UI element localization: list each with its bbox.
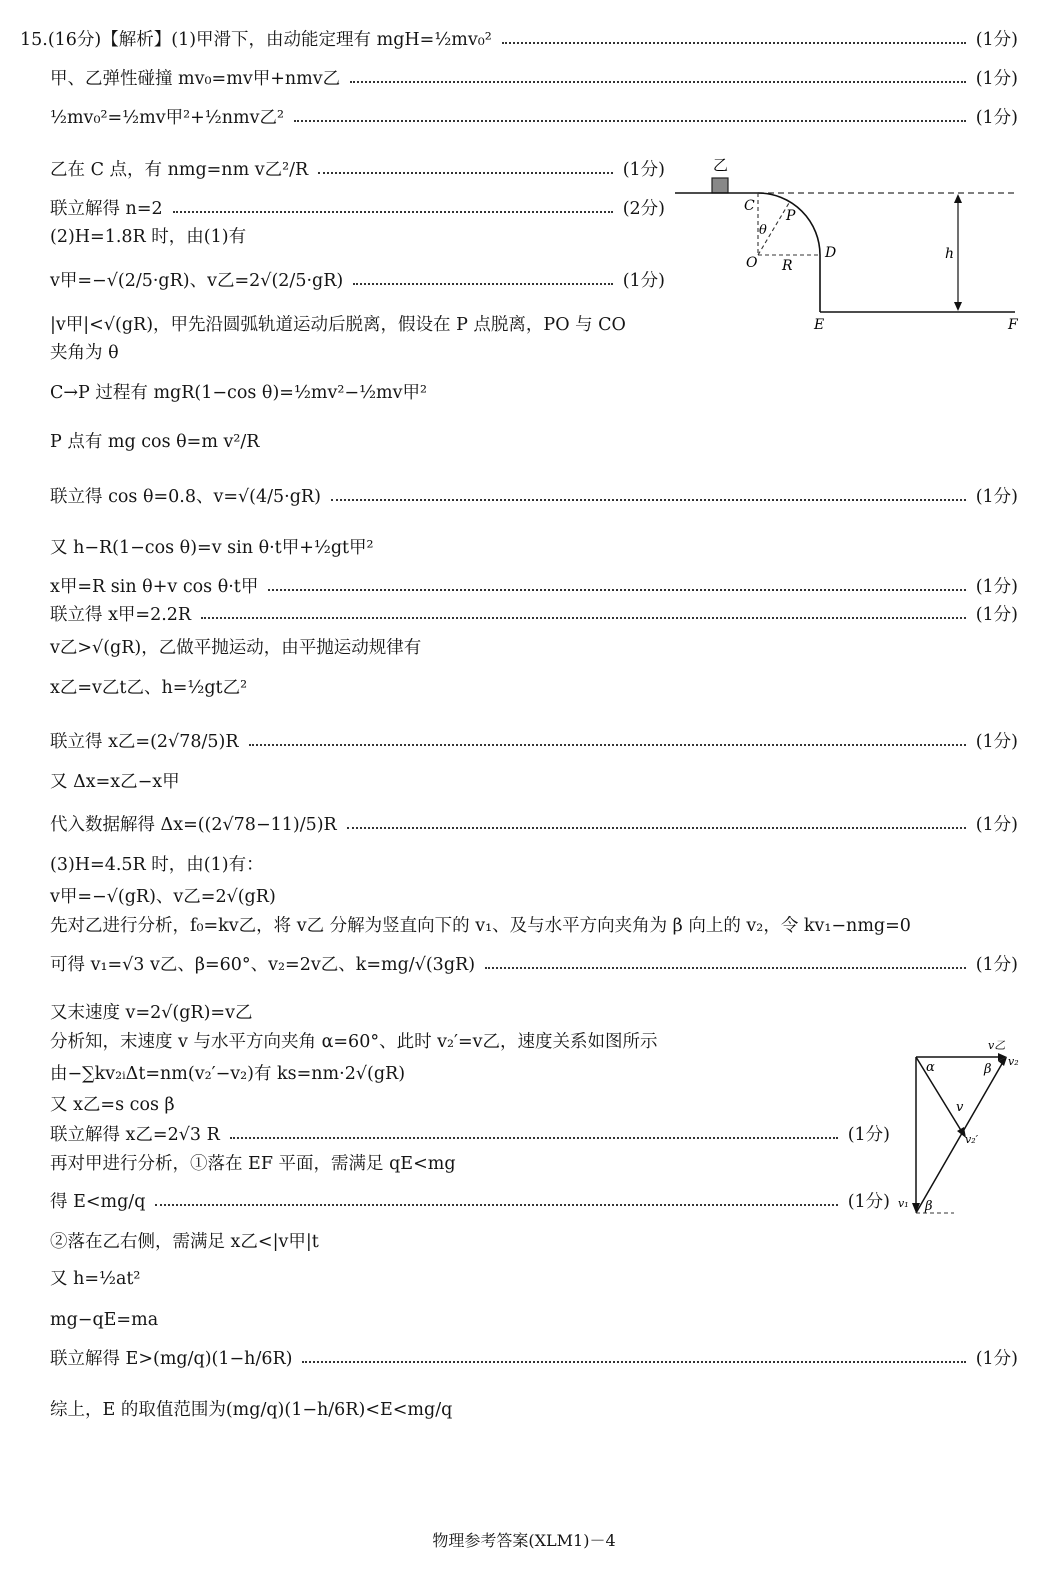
answer-line-14: [50, 575, 1018, 599]
line-text: 再对甲进行分析，①落在 EF 平面，需满足 qE<mg: [50, 1154, 456, 1174]
track-diagram: [670, 150, 1025, 340]
answer-line-32: [50, 1230, 319, 1254]
score: (1分): [975, 815, 1018, 835]
score: (2分): [622, 199, 665, 219]
v2-arrow: [916, 1062, 1003, 1213]
label-v-yi: v乙: [988, 1039, 1006, 1052]
label-v1: v₁: [898, 1197, 909, 1210]
line-text: 又 h−R(1−cos θ)=v sin θ·t甲+½gt甲²: [50, 538, 374, 558]
answer-line-3: [50, 106, 1018, 130]
answer-line-15: [50, 603, 1018, 627]
answer-line-18: [50, 730, 1018, 754]
line-text: 分析知，末速度 v 与水平方向夹角 α=60°、此时 v₂′=v乙，速度关系如图所示: [50, 1032, 658, 1052]
dot-leader: [249, 744, 966, 746]
block-yi: [712, 178, 728, 193]
answer-line-30: [50, 1152, 456, 1176]
answer-line-6: [50, 225, 246, 249]
line-text: v甲=−√(2/5·gR)、v乙=2√(2/5·gR): [50, 271, 344, 291]
answer-line-25: [50, 1001, 252, 1025]
score: (1分): [975, 108, 1018, 128]
answer-line-10: [50, 381, 427, 405]
label-p: P: [786, 208, 796, 224]
line-text: x甲=R sin θ+v cos θ·t甲: [50, 577, 259, 597]
h-arrow-top: [954, 194, 962, 203]
answer-line-5: [50, 197, 665, 221]
line-text: 联立得 cos θ=0.8、v=√(4/5·gR): [50, 487, 321, 507]
line-text: 联立得 x乙=(2√78/5)R: [50, 732, 239, 752]
line-text: 代入数据解得 Δx=((2√78−11)/5)R: [50, 815, 337, 835]
line-text: 又末速度 v=2√(gR)=v乙: [50, 1003, 253, 1023]
answer-line-7: [50, 269, 665, 293]
answer-line-17: [50, 676, 247, 700]
answer-line-9: [50, 341, 119, 365]
answer-line-31: [50, 1190, 890, 1214]
label-v2-top: v₂: [1008, 1055, 1019, 1068]
line-text: v乙>√(gR)，乙做平抛运动，由平抛运动规律有: [50, 638, 422, 658]
dot-leader: [201, 617, 966, 619]
line-text: |v甲|<√(gR)，甲先沿圆弧轨道运动后脱离，假设在 P 点脱离，PO 与 CO: [50, 315, 626, 335]
line-text: 先对乙进行分析，f₀=kv乙，将 v乙 分解为竖直向下的 v₁、及与水平方向夹角为 β 向上的 v₂，令 kv₁−nmg=0: [50, 916, 911, 936]
dot-leader: [331, 499, 966, 501]
answer-line-11: [50, 430, 259, 454]
score: (1分): [975, 577, 1018, 597]
score: (1分): [975, 69, 1018, 89]
label-c: C: [744, 198, 755, 214]
answer-line-20: [50, 813, 1018, 837]
answer-line-21: [50, 853, 264, 877]
score: (1分): [975, 30, 1018, 50]
dot-leader: [502, 42, 966, 44]
dot-leader: [350, 81, 966, 83]
answer-line-36: [50, 1398, 452, 1422]
label-o: O: [746, 255, 758, 271]
line-text: 联立解得 E>(mg/q)(1−h/6R): [50, 1349, 293, 1369]
answer-line-24: [50, 953, 1018, 977]
line-text: (3)H=4.5R 时，由(1)有：: [50, 855, 264, 875]
answer-line-4: [50, 158, 665, 182]
label-f: F: [1008, 317, 1018, 333]
label-d: D: [825, 245, 837, 261]
line-text: ②落在乙右侧，需满足 x乙<|v甲|t: [50, 1232, 319, 1252]
score: (1分): [975, 732, 1018, 752]
line-text: 联立解得 n=2: [50, 199, 163, 219]
score: (1分): [622, 160, 665, 180]
line-text: 甲、乙弹性碰撞 mv₀=mv甲+nmv乙: [50, 69, 341, 89]
dot-leader: [173, 211, 613, 213]
label-beta-bottom: β: [925, 1199, 933, 1214]
answer-line-35: [50, 1347, 1018, 1371]
line-text: mg−qE=ma: [50, 1310, 159, 1330]
h-arrow-bottom: [954, 302, 962, 311]
line-text: x乙=v乙t乙、h=½gt乙²: [50, 678, 248, 698]
line-text: v甲=−√(gR)、v乙=2√(gR): [50, 887, 276, 907]
score: (1分): [975, 1349, 1018, 1369]
answer-line-22: [50, 885, 276, 909]
line-text: 15.(16分)【解析】(1)甲滑下，由动能定理有 mgH=½mv₀²: [20, 30, 492, 50]
dot-leader: [353, 283, 612, 285]
arc-track: [758, 193, 820, 255]
line-text: 联立解得 x乙=2√3 R: [50, 1125, 220, 1145]
dot-leader: [318, 172, 612, 174]
line-text: 由−∑kv₂ᵢΔt=nm(v₂′−v₂)有 ks=nm·2√(gR): [50, 1064, 406, 1084]
answer-line-8: [50, 313, 626, 337]
dot-leader: [485, 967, 966, 969]
score: (1分): [975, 605, 1018, 625]
v-arrow: [916, 1057, 962, 1132]
answer-line-12: [50, 485, 1018, 509]
answer-line-13: [50, 536, 374, 560]
answer-line-23: [50, 914, 911, 938]
label-h: h: [945, 246, 955, 262]
line-text: 又 h=½at²: [50, 1269, 141, 1289]
label-e: E: [814, 317, 825, 333]
line-text: 又 x乙=s cos β: [50, 1095, 175, 1115]
label-r: R: [782, 258, 793, 274]
line-text: 联立得 x甲=2.2R: [50, 605, 192, 625]
dot-leader: [302, 1361, 965, 1363]
score: (1分): [847, 1125, 890, 1145]
line-text: C→P 过程有 mgR(1−cos θ)=½mv²−½mv甲²: [50, 383, 428, 403]
page-footer: 物理参考答案(XLM1)－4: [432, 1531, 616, 1550]
line-text: P 点有 mg cos θ=m v²/R: [50, 432, 260, 452]
label-v: v: [956, 1100, 964, 1115]
label-v2-prime: v₂′: [965, 1133, 979, 1146]
line-text: 又 Δx=x乙−x甲: [50, 772, 180, 792]
score: (1分): [847, 1192, 890, 1212]
label-yi: 乙: [713, 156, 729, 174]
answer-line-29: [50, 1123, 890, 1147]
answer-line-16: [50, 636, 421, 660]
line-text: ½mv₀²=½mv甲²+½nmv乙²: [50, 108, 284, 128]
score: (1分): [975, 487, 1018, 507]
dot-leader: [268, 589, 965, 591]
answer-line-27: [50, 1062, 405, 1086]
line-text: 可得 v₁=√3 v乙、β=60°、v₂=2v乙、k=mg/√(3gR): [50, 955, 476, 975]
answer-line-28: [50, 1093, 175, 1117]
dot-leader: [230, 1137, 838, 1139]
answer-line-19: [50, 770, 180, 794]
velocity-diagram: [890, 1035, 1030, 1225]
dot-leader: [155, 1204, 837, 1206]
line-text: 乙在 C 点，有 nmg=nm v乙²/R: [50, 160, 309, 180]
answer-line-33: [50, 1267, 140, 1291]
line-text: 综上，E 的取值范围为(mg/q)(1−h/6R)<E<mg/q: [50, 1400, 453, 1420]
answer-line-26: [50, 1030, 658, 1054]
label-beta-top: β: [984, 1062, 992, 1077]
label-alpha: α: [926, 1060, 935, 1075]
score: (1分): [975, 955, 1018, 975]
line-text: (2)H=1.8R 时，由(1)有: [50, 227, 247, 247]
line-text: 夹角为 θ: [50, 343, 119, 363]
score: (1分): [622, 271, 665, 291]
dot-leader: [347, 827, 966, 829]
dot-leader: [294, 120, 966, 122]
label-theta: θ: [759, 223, 767, 238]
answer-line-34: [50, 1308, 158, 1332]
answer-line-1: [20, 28, 1018, 52]
line-text: 得 E<mg/q: [50, 1192, 146, 1212]
answer-line-2: [50, 67, 1018, 91]
